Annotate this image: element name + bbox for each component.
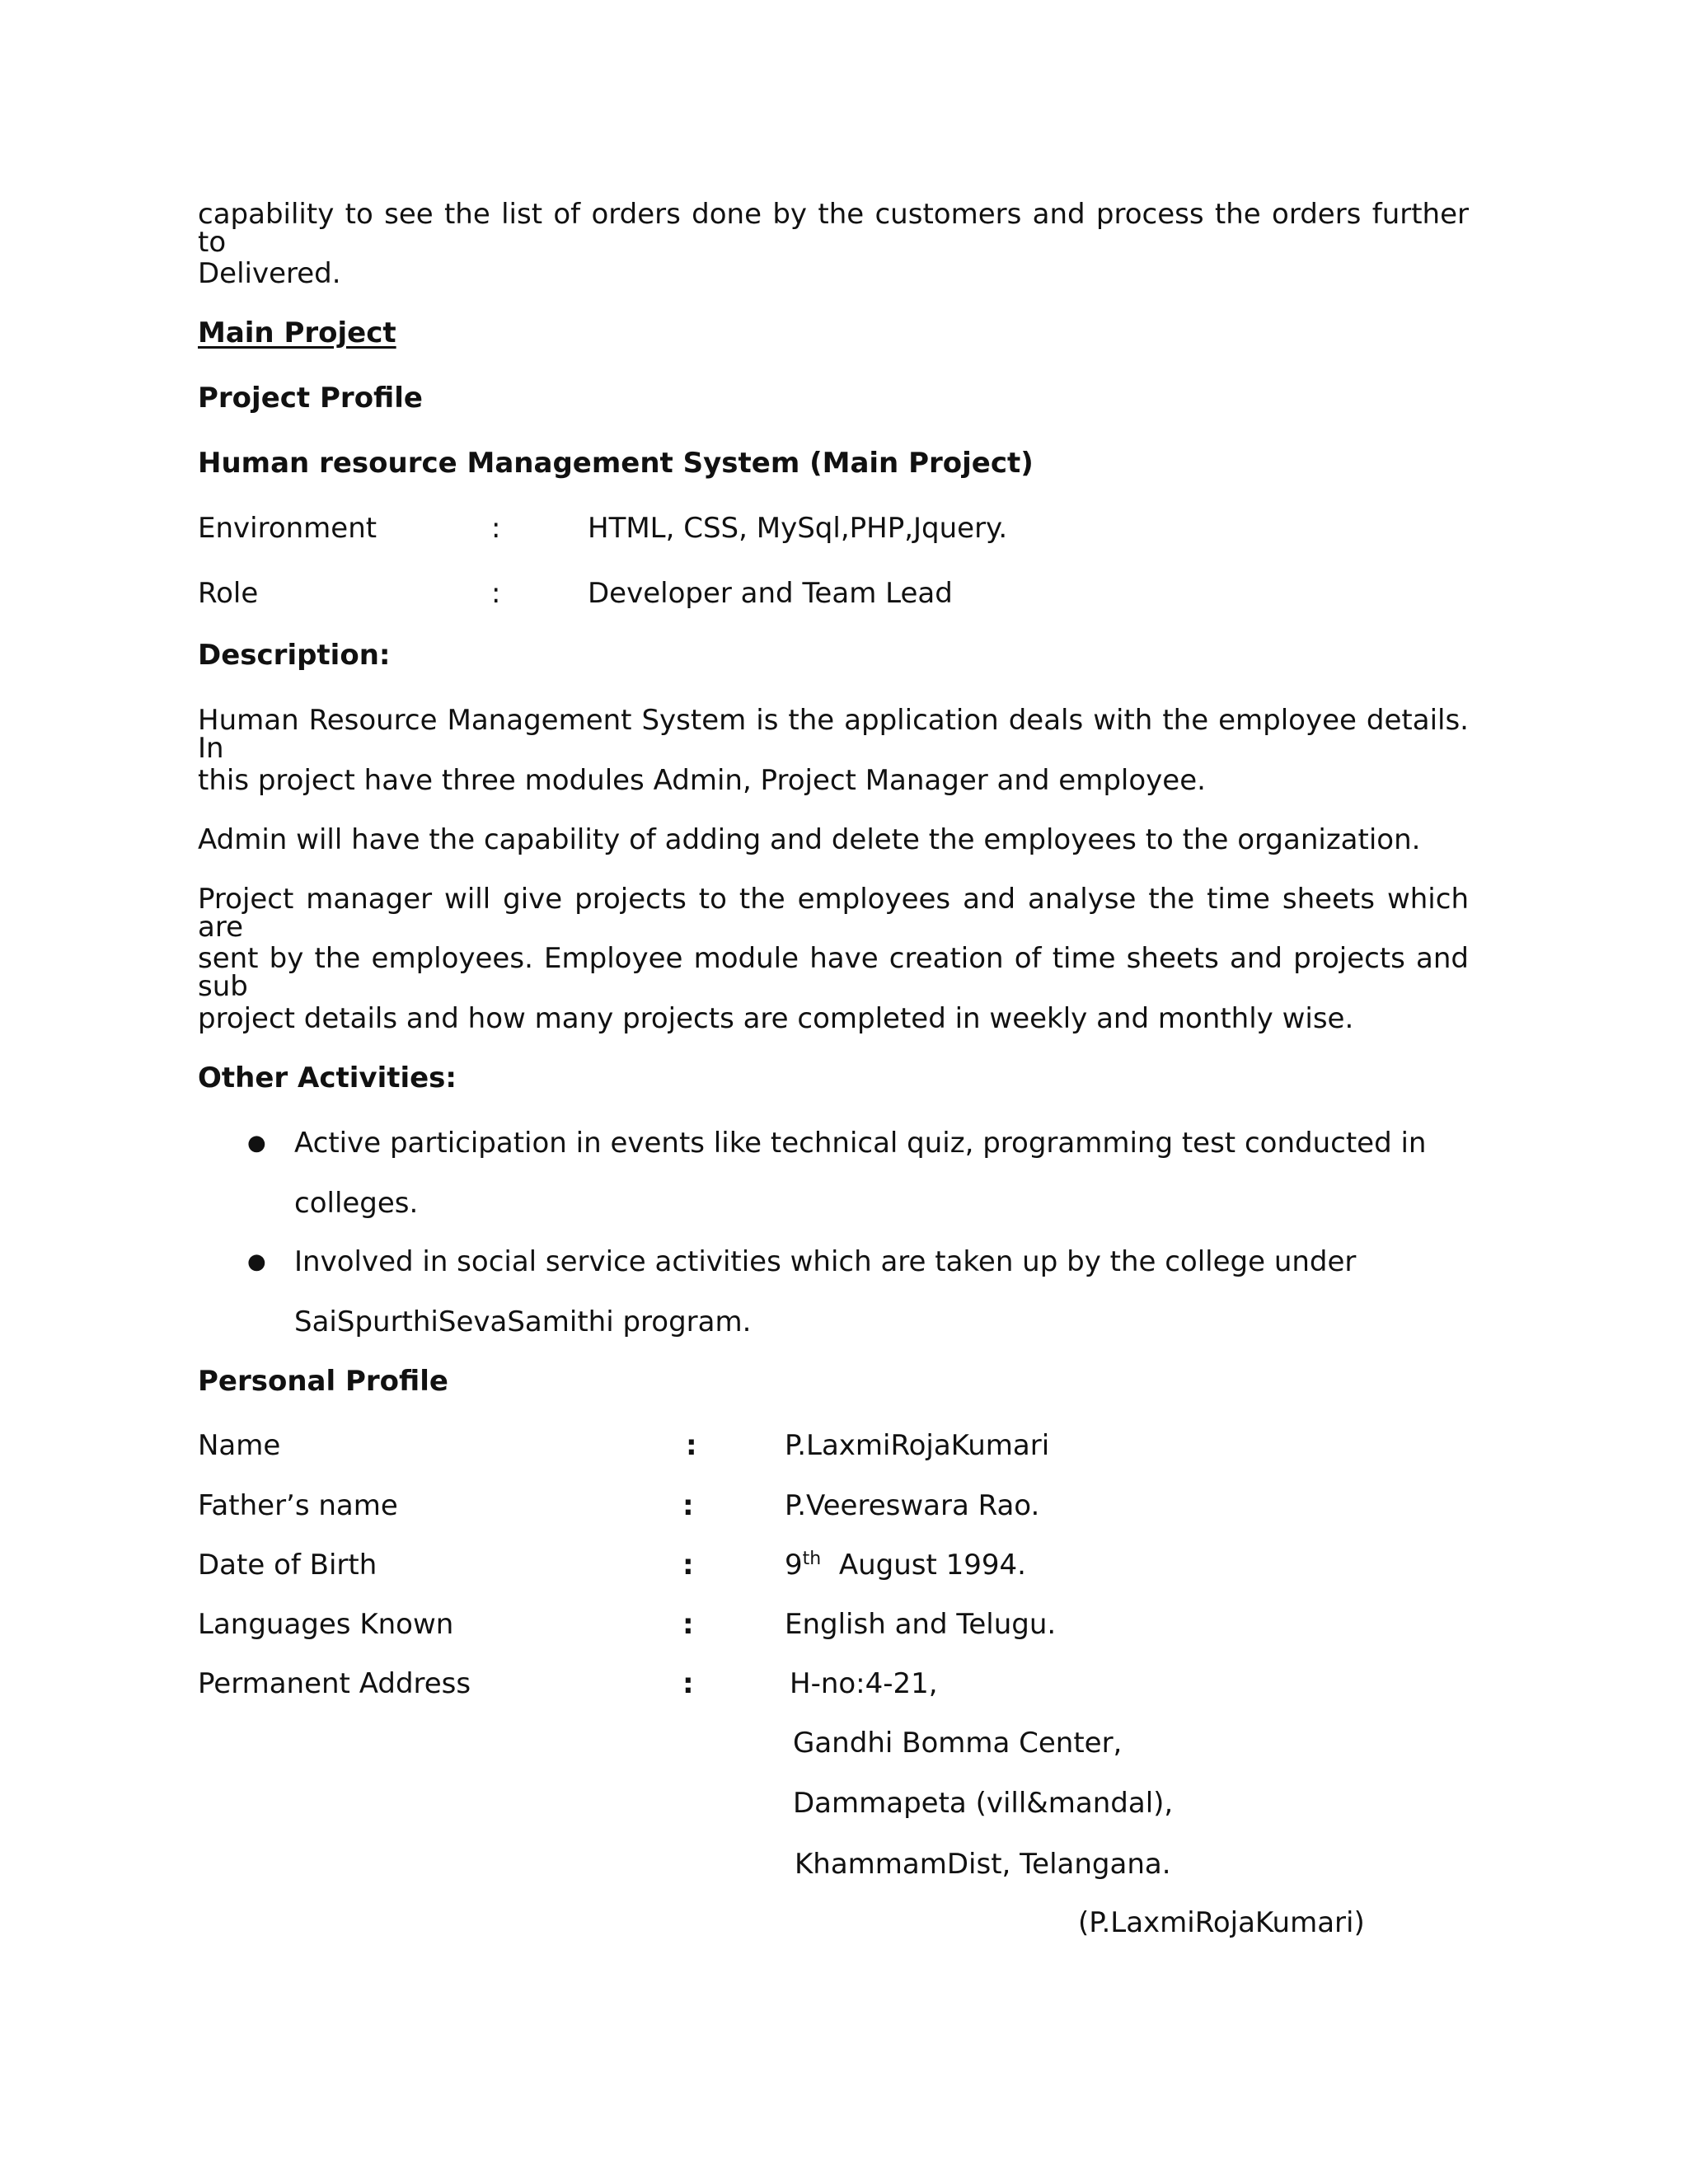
languages-value: English and Telugu.	[785, 1608, 1057, 1641]
name-colon: :	[686, 1429, 697, 1462]
address-line-1: H-no:4-21,	[790, 1667, 938, 1700]
father-name-value: P.Veereswara Rao.	[785, 1489, 1040, 1522]
personal-profile-heading: Personal Profile	[198, 1365, 448, 1398]
dob-colon: :	[682, 1549, 694, 1582]
activity-2-line-1: Involved in social service activities which are taken up by the college under	[294, 1245, 1357, 1278]
name-label: Name	[198, 1429, 281, 1462]
dob-value	[785, 1549, 1026, 1582]
project-profile-heading: Project Profile	[198, 382, 423, 415]
description-line-4: Project manager will give projects to the employees and analyse the time sheets which are	[198, 883, 1469, 944]
address-line-4: KhammamDist, Telangana.	[795, 1848, 1171, 1881]
description-line-3: Admin will have the capability of adding and delete the employees to the organization.	[198, 823, 1421, 856]
address-label: Permanent Address	[198, 1667, 471, 1700]
description-line-6: project details and how many projects are completed in weekly and monthly wise.	[198, 1002, 1354, 1035]
other-activities-heading: Other Activities:	[198, 1062, 457, 1094]
languages-label: Languages Known	[198, 1608, 454, 1641]
languages-colon: :	[682, 1608, 694, 1641]
name-value: P.LaxmiRojaKumari	[785, 1429, 1050, 1462]
address-colon: :	[682, 1667, 694, 1700]
father-name-label: Father’s name	[198, 1489, 398, 1522]
intro-line-1: capability to see the list of orders done by the customers and process the orders further to	[198, 198, 1469, 259]
dob-month-year: August 1994.	[838, 1549, 1026, 1582]
dob-label: Date of Birth	[198, 1549, 377, 1582]
bullet-icon: ●	[247, 1249, 266, 1274]
role-label: Role	[198, 577, 259, 610]
father-name-colon: :	[682, 1489, 694, 1522]
project-title: Human resource Management System (Main Project)	[198, 447, 1034, 480]
role-value: Developer and Team Lead	[588, 577, 953, 610]
activity-1-line-2: colleges.	[294, 1187, 419, 1220]
main-project-heading: Main Project	[198, 316, 396, 349]
bullet-icon: ●	[247, 1131, 266, 1155]
address-line-3: Dammapeta (vill&mandal),	[793, 1787, 1174, 1820]
intro-line-2: Delivered.	[198, 257, 341, 290]
address-line-2: Gandhi Bomma Center,	[793, 1727, 1123, 1760]
activity-1-line-1: Active participation in events like technical quiz, programming test conducted in	[294, 1127, 1427, 1160]
description-line-2: this project have three modules Admin, Project Manager and employee.	[198, 764, 1206, 797]
description-heading: Description:	[198, 639, 391, 672]
activity-2-line-2: SaiSpurthiSevaSamithi program.	[294, 1305, 752, 1338]
dob-day: 9	[785, 1549, 803, 1582]
description-line-5: sent by the employees. Employee module have creation of time sheets and projects and sub	[198, 942, 1469, 1003]
environment-value: HTML, CSS, MySql,PHP,Jquery.	[588, 512, 1008, 545]
description-line-1: Human Resource Management System is the application deals with the employee details. In	[198, 704, 1469, 765]
role-colon: :	[491, 577, 501, 610]
signature: (P.LaxmiRojaKumari)	[1078, 1906, 1365, 1939]
environment-colon: :	[491, 512, 501, 545]
environment-label: Environment	[198, 512, 377, 545]
dob-ordinal-suffix: th	[802, 1549, 822, 1569]
